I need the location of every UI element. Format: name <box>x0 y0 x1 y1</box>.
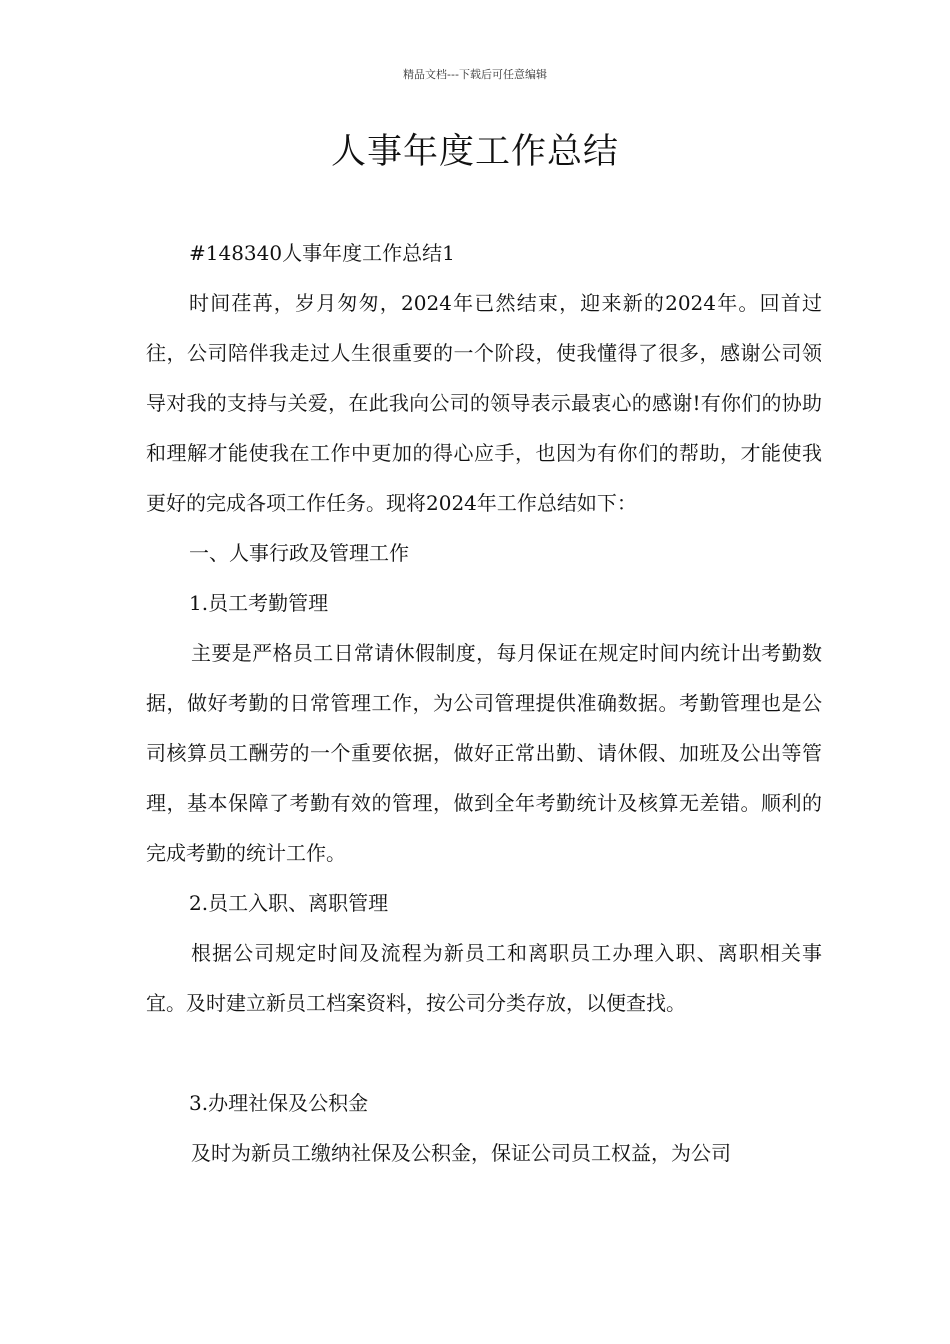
subsection-heading-social-security: 3.办理社保及公积金 <box>189 1091 369 1115</box>
paragraph-onboarding: 根据公司规定时间及流程为新员工和离职员工办理入职、离职相关事宜。及时建立新员工档案资料，按公司分类存放，以便查找。 <box>146 941 822 1015</box>
paragraph-intro: 时间荏苒，岁月匆匆，2024年已然结束，迎来新的2024年。回首过往，公司陪伴我走过人生很重要的一个阶段，使我懂得了很多，感谢公司领导对我的支持与关爱，在此我向公司的领导表示最衷心的感谢!有你们的协助和理解才能使我在工作中更加的得心应手，也因为有你们的帮助，才能使我更好的完成各项工作任务。现将2024年工作总结如下： <box>146 291 822 515</box>
paragraph-spacer <box>146 1028 822 1078</box>
document-body <box>146 228 822 1178</box>
paragraph-attendance: 主要是严格员工日常请休假制度，每月保证在规定时间内统计出考勤数据，做好考勤的日常管理工作，为公司管理提供准确数据。考勤管理也是公司核算员工酬劳的一个重要依据，做好正常出勤、请休假、加班及公出等管理，基本保障了考勤有效的管理，做到全年考勤统计及核算无差错。顺利的完成考勤的统计工作。 <box>146 641 822 865</box>
paragraph-social-security: 及时为新员工缴纳社保及公积金，保证公司员工权益，为公司 <box>191 1141 731 1165</box>
header-note: 精品文档---下载后可任意编辑 <box>403 68 547 81</box>
subsection-heading-onboarding: 2.员工入职、离职管理 <box>189 891 389 915</box>
document-title: 人事年度工作总结 <box>330 132 619 172</box>
section-heading-1: 一、人事行政及管理工作 <box>189 541 409 565</box>
paragraph-heading-number: #148340人事年度工作总结1 <box>189 241 455 265</box>
subsection-heading-attendance: 1.员工考勤管理 <box>189 591 329 615</box>
